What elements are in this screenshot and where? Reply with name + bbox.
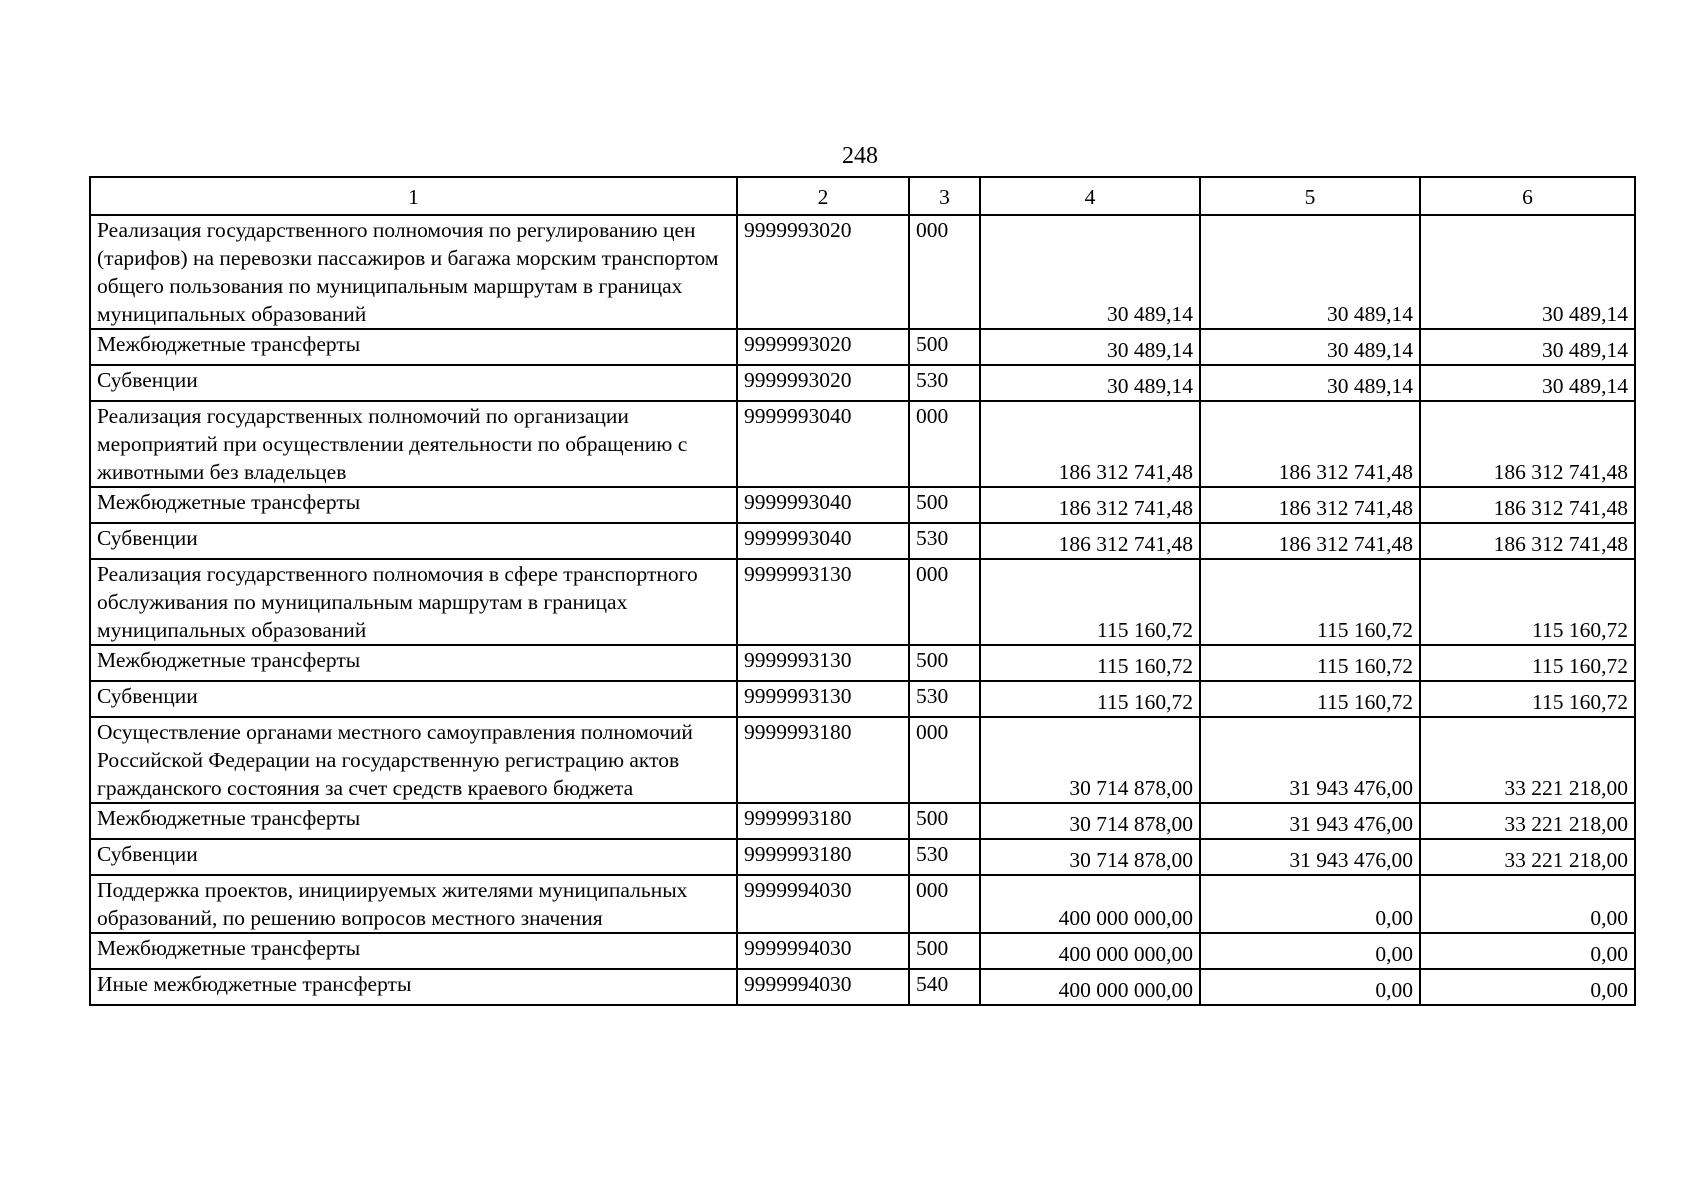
column-header: 5 [1200, 177, 1420, 215]
amount-year-3-cell: 0,00 [1420, 969, 1635, 1005]
amount-year-3-cell: 186 312 741,48 [1420, 523, 1635, 559]
column-header: 4 [980, 177, 1200, 215]
page-number: 248 [842, 143, 878, 169]
expense-type-cell: 530 [909, 839, 980, 875]
table-row [90, 933, 1635, 969]
amount-year-1-cell: 186 312 741,48 [980, 401, 1200, 487]
target-article-cell: 9999993020 [737, 329, 909, 365]
row-name-cell: Субвенции [90, 365, 737, 401]
row-name-cell: Поддержка проектов, инициируемых жителями муниципальных образований, по решению вопросов местного значения [90, 875, 737, 933]
target-article-cell: 9999993180 [737, 839, 909, 875]
amount-year-1-cell: 186 312 741,48 [980, 487, 1200, 523]
amount-year-3-cell: 0,00 [1420, 875, 1635, 933]
amount-year-1-cell: 400 000 000,00 [980, 969, 1200, 1005]
row-name-cell: Реализация государственного полномочия в сфере транспортного обслуживания по муниципальным маршрутам в границах муниципальных образований [90, 559, 737, 645]
table-header-row [90, 177, 1635, 215]
budget-table [89, 176, 1636, 1006]
amount-year-1-cell: 186 312 741,48 [980, 523, 1200, 559]
table-row [90, 681, 1635, 717]
amount-year-1-cell: 115 160,72 [980, 559, 1200, 645]
expense-type-cell: 000 [909, 875, 980, 933]
row-name-cell: Субвенции [90, 523, 737, 559]
expense-type-cell: 000 [909, 559, 980, 645]
amount-year-2-cell: 115 160,72 [1200, 645, 1420, 681]
target-article-cell: 9999993130 [737, 559, 909, 645]
target-article-cell: 9999993040 [737, 401, 909, 487]
amount-year-3-cell: 33 221 218,00 [1420, 803, 1635, 839]
table-row [90, 803, 1635, 839]
amount-year-3-cell: 115 160,72 [1420, 681, 1635, 717]
amount-year-2-cell: 115 160,72 [1200, 681, 1420, 717]
amount-year-1-cell: 400 000 000,00 [980, 933, 1200, 969]
column-header: 3 [909, 177, 980, 215]
row-name-cell: Субвенции [90, 839, 737, 875]
amount-year-3-cell: 186 312 741,48 [1420, 487, 1635, 523]
amount-year-2-cell: 30 489,14 [1200, 365, 1420, 401]
target-article-cell: 9999993020 [737, 365, 909, 401]
table-row [90, 487, 1635, 523]
expense-type-cell: 530 [909, 523, 980, 559]
expense-type-cell: 000 [909, 401, 980, 487]
expense-type-cell: 000 [909, 215, 980, 329]
target-article-cell: 9999994030 [737, 875, 909, 933]
amount-year-1-cell: 30 714 878,00 [980, 717, 1200, 803]
expense-type-cell: 530 [909, 681, 980, 717]
table-row [90, 329, 1635, 365]
table-row [90, 969, 1635, 1005]
amount-year-2-cell: 31 943 476,00 [1200, 717, 1420, 803]
expense-type-cell: 530 [909, 365, 980, 401]
target-article-cell: 9999993020 [737, 215, 909, 329]
amount-year-1-cell: 115 160,72 [980, 681, 1200, 717]
expense-type-cell: 500 [909, 487, 980, 523]
row-name-cell: Реализация государственного полномочия по регулированию цен (тарифов) на перевозки пассажиров и багажа морским транспортом общего пользования по муниципальным маршрутам в границах муниципальных образований [90, 215, 737, 329]
target-article-cell: 9999994030 [737, 969, 909, 1005]
table-row [90, 401, 1635, 487]
target-article-cell: 9999994030 [737, 933, 909, 969]
amount-year-1-cell: 400 000 000,00 [980, 875, 1200, 933]
expense-type-cell: 000 [909, 717, 980, 803]
row-name-cell: Реализация государственных полномочий по организации мероприятий при осуществлении деятельности по обращению с животными без владельцев [90, 401, 737, 487]
amount-year-2-cell: 31 943 476,00 [1200, 803, 1420, 839]
row-name-cell: Межбюджетные трансферты [90, 329, 737, 365]
target-article-cell: 9999993180 [737, 803, 909, 839]
row-name-cell: Межбюджетные трансферты [90, 645, 737, 681]
row-name-cell: Субвенции [90, 681, 737, 717]
amount-year-2-cell: 115 160,72 [1200, 559, 1420, 645]
table-row [90, 717, 1635, 803]
row-name-cell: Межбюджетные трансферты [90, 933, 737, 969]
target-article-cell: 9999993040 [737, 487, 909, 523]
column-header: 6 [1420, 177, 1635, 215]
row-name-cell: Осуществление органами местного самоуправления полномочий Российской Федерации на государственную регистрацию актов гражданского состояния за счет средств краевого бюджета [90, 717, 737, 803]
target-article-cell: 9999993180 [737, 717, 909, 803]
amount-year-1-cell: 115 160,72 [980, 645, 1200, 681]
amount-year-3-cell: 0,00 [1420, 933, 1635, 969]
table-row [90, 645, 1635, 681]
amount-year-3-cell: 115 160,72 [1420, 645, 1635, 681]
amount-year-1-cell: 30 489,14 [980, 215, 1200, 329]
table-row [90, 215, 1635, 329]
table-row [90, 559, 1635, 645]
amount-year-2-cell: 0,00 [1200, 933, 1420, 969]
amount-year-2-cell: 0,00 [1200, 875, 1420, 933]
amount-year-3-cell: 115 160,72 [1420, 559, 1635, 645]
row-name-cell: Иные межбюджетные трансферты [90, 969, 737, 1005]
amount-year-2-cell: 186 312 741,48 [1200, 523, 1420, 559]
amount-year-1-cell: 30 714 878,00 [980, 839, 1200, 875]
row-name-cell: Межбюджетные трансферты [90, 487, 737, 523]
target-article-cell: 9999993040 [737, 523, 909, 559]
target-article-cell: 9999993130 [737, 681, 909, 717]
table-row [90, 365, 1635, 401]
target-article-cell: 9999993130 [737, 645, 909, 681]
expense-type-cell: 500 [909, 329, 980, 365]
amount-year-3-cell: 33 221 218,00 [1420, 717, 1635, 803]
amount-year-2-cell: 31 943 476,00 [1200, 839, 1420, 875]
amount-year-1-cell: 30 489,14 [980, 365, 1200, 401]
amount-year-1-cell: 30 489,14 [980, 329, 1200, 365]
amount-year-2-cell: 186 312 741,48 [1200, 487, 1420, 523]
table-row [90, 875, 1635, 933]
amount-year-2-cell: 0,00 [1200, 969, 1420, 1005]
table-row [90, 839, 1635, 875]
amount-year-2-cell: 186 312 741,48 [1200, 401, 1420, 487]
expense-type-cell: 500 [909, 803, 980, 839]
amount-year-3-cell: 30 489,14 [1420, 329, 1635, 365]
expense-type-cell: 500 [909, 933, 980, 969]
column-header: 2 [737, 177, 909, 215]
amount-year-3-cell: 30 489,14 [1420, 365, 1635, 401]
table-row [90, 523, 1635, 559]
amount-year-2-cell: 30 489,14 [1200, 329, 1420, 365]
row-name-cell: Межбюджетные трансферты [90, 803, 737, 839]
amount-year-3-cell: 33 221 218,00 [1420, 839, 1635, 875]
expense-type-cell: 500 [909, 645, 980, 681]
column-header: 1 [90, 177, 737, 215]
amount-year-3-cell: 30 489,14 [1420, 215, 1635, 329]
amount-year-1-cell: 30 714 878,00 [980, 803, 1200, 839]
amount-year-2-cell: 30 489,14 [1200, 215, 1420, 329]
amount-year-3-cell: 186 312 741,48 [1420, 401, 1635, 487]
expense-type-cell: 540 [909, 969, 980, 1005]
